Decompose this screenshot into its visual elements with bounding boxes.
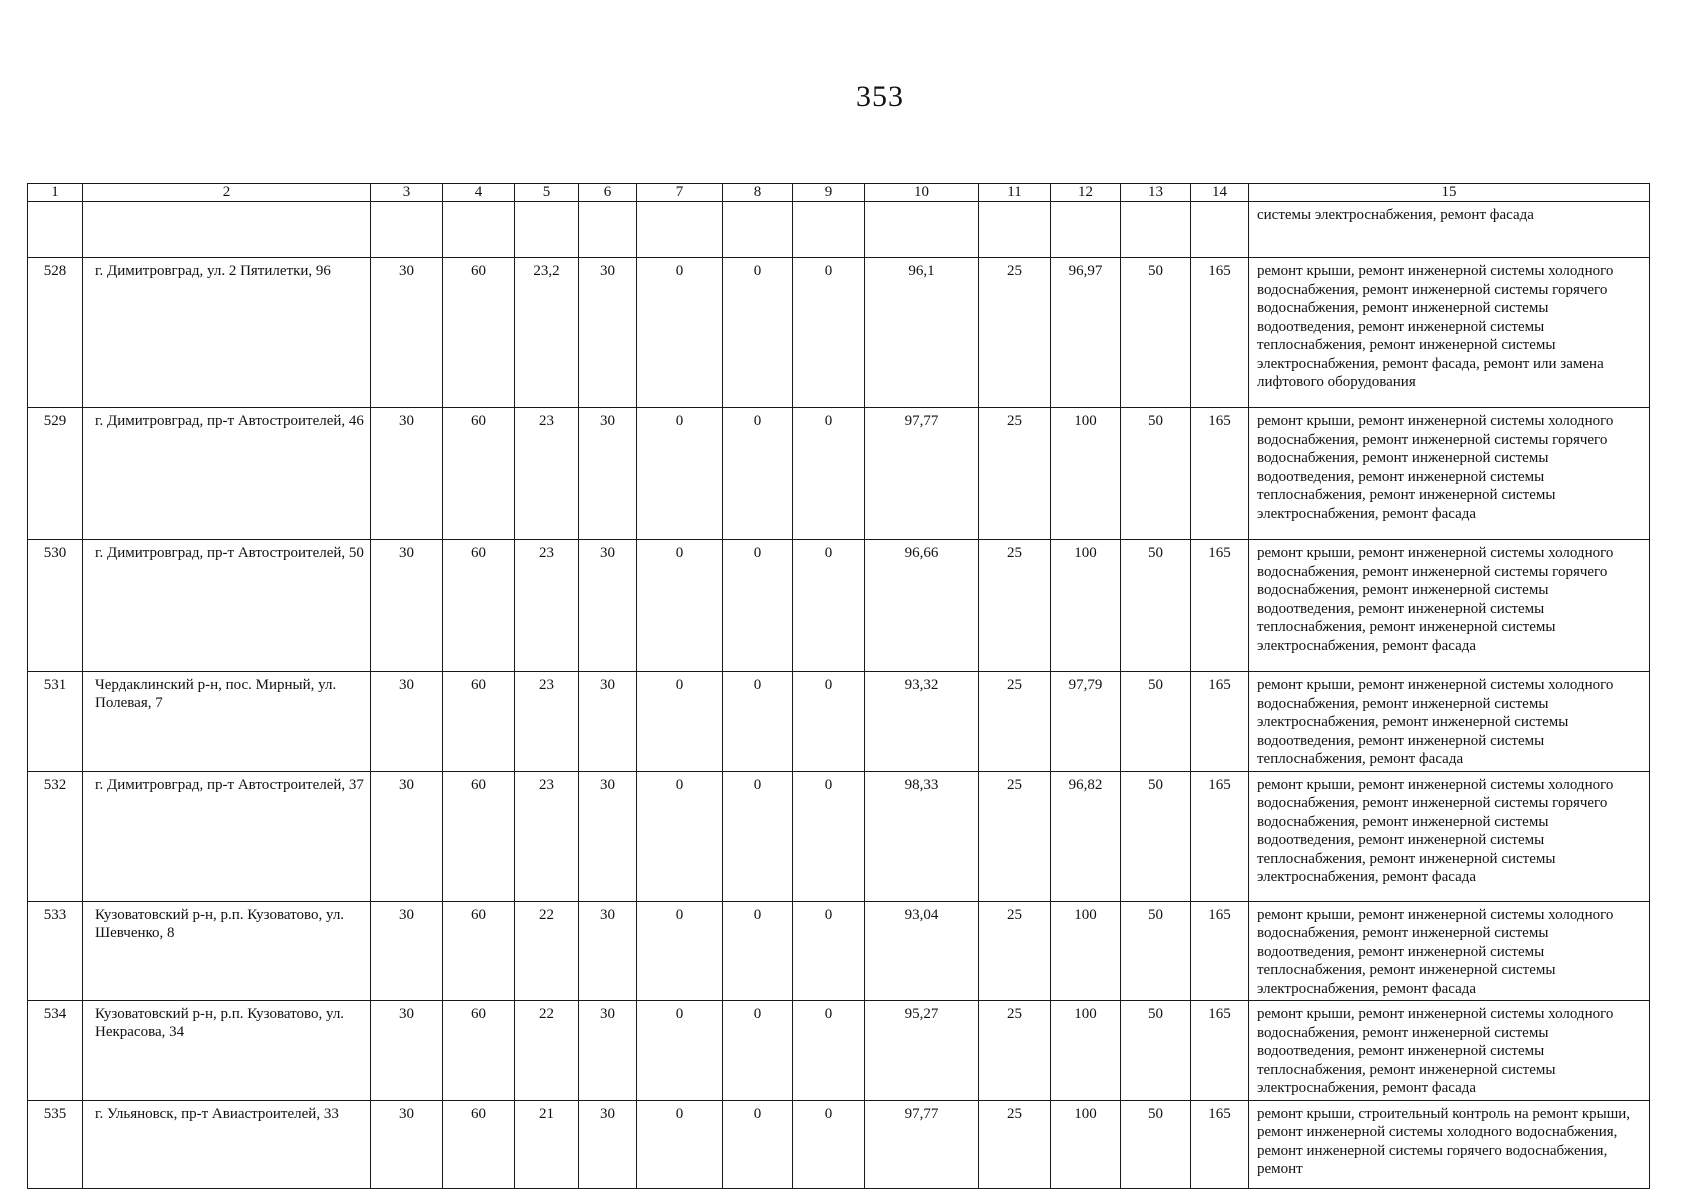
col10-cell: 97,77 bbox=[865, 408, 979, 540]
column-header-2: 2 bbox=[83, 184, 371, 202]
col13-cell: 50 bbox=[1121, 771, 1191, 901]
address-cell: Кузоватовский р-н, р.п. Кузоватово, ул. Некрасова, 34 bbox=[83, 1001, 371, 1101]
column-header-7: 7 bbox=[637, 184, 723, 202]
table-body bbox=[28, 202, 1650, 1189]
col4-cell: 60 bbox=[443, 901, 515, 1001]
col11-cell: 25 bbox=[979, 771, 1051, 901]
col14-cell: 165 bbox=[1191, 901, 1249, 1001]
col6-cell: 30 bbox=[579, 901, 637, 1001]
col8-cell: 0 bbox=[723, 771, 793, 901]
works-cell: ремонт крыши, ремонт инженерной системы холодного водоснабжения, ремонт инженерной системы горячего водоснабжения, ремонт инженерной системы водоотведения, ремонт инженерной системы теплоснабжения, ремонт инженерной системы электроснабжения, ремонт фасада bbox=[1249, 408, 1650, 540]
table-row bbox=[28, 258, 1650, 408]
col7-cell: 0 bbox=[637, 408, 723, 540]
col13-cell: 50 bbox=[1121, 408, 1191, 540]
col8-cell: 0 bbox=[723, 540, 793, 672]
row-number-cell: 535 bbox=[28, 1100, 83, 1188]
col14-cell: 165 bbox=[1191, 1100, 1249, 1188]
col13-cell: 50 bbox=[1121, 1100, 1191, 1188]
column-header-11: 11 bbox=[979, 184, 1051, 202]
col10-cell: 98,33 bbox=[865, 771, 979, 901]
address-cell: г. Димитровград, пр-т Автостроителей, 37 bbox=[83, 771, 371, 901]
column-header-12: 12 bbox=[1051, 184, 1121, 202]
continuation-cell-2 bbox=[83, 202, 371, 258]
col12-cell: 96,97 bbox=[1051, 258, 1121, 408]
col3-cell: 30 bbox=[371, 901, 443, 1001]
col4-cell: 60 bbox=[443, 672, 515, 772]
col13-cell: 50 bbox=[1121, 540, 1191, 672]
column-header-4: 4 bbox=[443, 184, 515, 202]
table-row bbox=[28, 1001, 1650, 1101]
column-number-header-row bbox=[28, 184, 1650, 202]
column-header-15: 15 bbox=[1249, 184, 1650, 202]
works-cell: ремонт крыши, строительный контроль на ремонт крыши, ремонт инженерной системы холодного водоснабжения, ремонт инженерной системы горячего водоснабжения, ремонт bbox=[1249, 1100, 1650, 1188]
repair-schedule-table bbox=[27, 183, 1650, 1189]
col14-cell: 165 bbox=[1191, 672, 1249, 772]
col11-cell: 25 bbox=[979, 540, 1051, 672]
address-cell: г. Димитровград, пр-т Автостроителей, 46 bbox=[83, 408, 371, 540]
col4-cell: 60 bbox=[443, 1001, 515, 1101]
continuation-cell-6 bbox=[579, 202, 637, 258]
col11-cell: 25 bbox=[979, 901, 1051, 1001]
address-cell: г. Ульяновск, пр-т Авиастроителей, 33 bbox=[83, 1100, 371, 1188]
col4-cell: 60 bbox=[443, 540, 515, 672]
address-cell: г. Димитровград, ул. 2 Пятилетки, 96 bbox=[83, 258, 371, 408]
column-header-5: 5 bbox=[515, 184, 579, 202]
col12-cell: 97,79 bbox=[1051, 672, 1121, 772]
column-header-6: 6 bbox=[579, 184, 637, 202]
works-cell: ремонт крыши, ремонт инженерной системы холодного водоснабжения, ремонт инженерной системы горячего водоснабжения, ремонт инженерной системы водоотведения, ремонт инженерной системы теплоснабжения, ремонт инженерной системы электроснабжения, ремонт фасада, ремонт или замена лифтового оборудования bbox=[1249, 258, 1650, 408]
col7-cell: 0 bbox=[637, 540, 723, 672]
col9-cell: 0 bbox=[793, 258, 865, 408]
col9-cell: 0 bbox=[793, 771, 865, 901]
col10-cell: 95,27 bbox=[865, 1001, 979, 1101]
works-cell: ремонт крыши, ремонт инженерной системы холодного водоснабжения, ремонт инженерной системы электроснабжения, ремонт инженерной системы водоотведения, ремонт инженерной системы теплоснабжения, ремонт фасада bbox=[1249, 672, 1650, 772]
col12-cell: 100 bbox=[1051, 1001, 1121, 1101]
column-header-3: 3 bbox=[371, 184, 443, 202]
col6-cell: 30 bbox=[579, 1100, 637, 1188]
col3-cell: 30 bbox=[371, 258, 443, 408]
col12-cell: 100 bbox=[1051, 540, 1121, 672]
column-header-8: 8 bbox=[723, 184, 793, 202]
col3-cell: 30 bbox=[371, 408, 443, 540]
col10-cell: 93,04 bbox=[865, 901, 979, 1001]
col9-cell: 0 bbox=[793, 540, 865, 672]
col7-cell: 0 bbox=[637, 771, 723, 901]
col10-cell: 93,32 bbox=[865, 672, 979, 772]
col5-cell: 23 bbox=[515, 672, 579, 772]
col4-cell: 60 bbox=[443, 1100, 515, 1188]
col11-cell: 25 bbox=[979, 408, 1051, 540]
continuation-cell-14 bbox=[1191, 202, 1249, 258]
row-number-cell: 531 bbox=[28, 672, 83, 772]
col8-cell: 0 bbox=[723, 1001, 793, 1101]
col6-cell: 30 bbox=[579, 672, 637, 772]
col12-cell: 100 bbox=[1051, 408, 1121, 540]
column-header-10: 10 bbox=[865, 184, 979, 202]
col13-cell: 50 bbox=[1121, 258, 1191, 408]
col6-cell: 30 bbox=[579, 408, 637, 540]
table-row bbox=[28, 672, 1650, 772]
table-row bbox=[28, 408, 1650, 540]
col12-cell: 100 bbox=[1051, 1100, 1121, 1188]
col5-cell: 22 bbox=[515, 1001, 579, 1101]
continuation-cell-8 bbox=[723, 202, 793, 258]
continuation-cell-5 bbox=[515, 202, 579, 258]
col3-cell: 30 bbox=[371, 1001, 443, 1101]
col3-cell: 30 bbox=[371, 1100, 443, 1188]
row-number-cell: 528 bbox=[28, 258, 83, 408]
col5-cell: 22 bbox=[515, 901, 579, 1001]
col6-cell: 30 bbox=[579, 1001, 637, 1101]
continuation-cell-4 bbox=[443, 202, 515, 258]
row-number-cell: 532 bbox=[28, 771, 83, 901]
col4-cell: 60 bbox=[443, 771, 515, 901]
works-cell: ремонт крыши, ремонт инженерной системы холодного водоснабжения, ремонт инженерной системы водоотведения, ремонт инженерной системы теплоснабжения, ремонт инженерной системы электроснабжения, ремонт фасада bbox=[1249, 901, 1650, 1001]
works-cell: ремонт крыши, ремонт инженерной системы холодного водоснабжения, ремонт инженерной системы горячего водоснабжения, ремонт инженерной системы водоотведения, ремонт инженерной системы теплоснабжения, ремонт инженерной системы электроснабжения, ремонт фасада bbox=[1249, 540, 1650, 672]
continuation-cell-7 bbox=[637, 202, 723, 258]
page-number: 353 bbox=[856, 80, 904, 113]
col7-cell: 0 bbox=[637, 672, 723, 772]
continuation-cell-3 bbox=[371, 202, 443, 258]
col7-cell: 0 bbox=[637, 901, 723, 1001]
col11-cell: 25 bbox=[979, 672, 1051, 772]
col14-cell: 165 bbox=[1191, 540, 1249, 672]
continuation-cell-11 bbox=[979, 202, 1051, 258]
row-number-cell: 530 bbox=[28, 540, 83, 672]
col11-cell: 25 bbox=[979, 258, 1051, 408]
col13-cell: 50 bbox=[1121, 901, 1191, 1001]
col3-cell: 30 bbox=[371, 672, 443, 772]
col13-cell: 50 bbox=[1121, 1001, 1191, 1101]
col14-cell: 165 bbox=[1191, 771, 1249, 901]
continuation-cell-9 bbox=[793, 202, 865, 258]
col10-cell: 96,66 bbox=[865, 540, 979, 672]
col7-cell: 0 bbox=[637, 1100, 723, 1188]
col5-cell: 21 bbox=[515, 1100, 579, 1188]
col9-cell: 0 bbox=[793, 672, 865, 772]
col10-cell: 97,77 bbox=[865, 1100, 979, 1188]
col14-cell: 165 bbox=[1191, 408, 1249, 540]
col4-cell: 60 bbox=[443, 258, 515, 408]
column-header-1: 1 bbox=[28, 184, 83, 202]
works-cell: ремонт крыши, ремонт инженерной системы холодного водоснабжения, ремонт инженерной системы водоотведения, ремонт инженерной системы теплоснабжения, ремонт инженерной системы электроснабжения, ремонт фасада bbox=[1249, 1001, 1650, 1101]
continuation-row bbox=[28, 202, 1650, 258]
col11-cell: 25 bbox=[979, 1100, 1051, 1188]
col9-cell: 0 bbox=[793, 1001, 865, 1101]
continuation-cell-10 bbox=[865, 202, 979, 258]
col8-cell: 0 bbox=[723, 1100, 793, 1188]
column-header-13: 13 bbox=[1121, 184, 1191, 202]
col8-cell: 0 bbox=[723, 672, 793, 772]
table-row bbox=[28, 901, 1650, 1001]
col8-cell: 0 bbox=[723, 901, 793, 1001]
col6-cell: 30 bbox=[579, 258, 637, 408]
col8-cell: 0 bbox=[723, 258, 793, 408]
address-cell: Кузоватовский р-н, р.п. Кузоватово, ул. Шевченко, 8 bbox=[83, 901, 371, 1001]
col14-cell: 165 bbox=[1191, 258, 1249, 408]
col9-cell: 0 bbox=[793, 901, 865, 1001]
col3-cell: 30 bbox=[371, 771, 443, 901]
col9-cell: 0 bbox=[793, 1100, 865, 1188]
address-cell: г. Димитровград, пр-т Автостроителей, 50 bbox=[83, 540, 371, 672]
continuation-cell-13 bbox=[1121, 202, 1191, 258]
col9-cell: 0 bbox=[793, 408, 865, 540]
col3-cell: 30 bbox=[371, 540, 443, 672]
continuation-cell-12 bbox=[1051, 202, 1121, 258]
col7-cell: 0 bbox=[637, 258, 723, 408]
col6-cell: 30 bbox=[579, 771, 637, 901]
col7-cell: 0 bbox=[637, 1001, 723, 1101]
row-number-cell: 529 bbox=[28, 408, 83, 540]
table-row bbox=[28, 540, 1650, 672]
column-header-9: 9 bbox=[793, 184, 865, 202]
column-header-14: 14 bbox=[1191, 184, 1249, 202]
col12-cell: 100 bbox=[1051, 901, 1121, 1001]
continuation-works-cell: системы электроснабжения, ремонт фасада bbox=[1249, 202, 1650, 258]
col8-cell: 0 bbox=[723, 408, 793, 540]
col5-cell: 23 bbox=[515, 540, 579, 672]
col4-cell: 60 bbox=[443, 408, 515, 540]
col12-cell: 96,82 bbox=[1051, 771, 1121, 901]
continuation-cell-1 bbox=[28, 202, 83, 258]
row-number-cell: 533 bbox=[28, 901, 83, 1001]
col5-cell: 23 bbox=[515, 771, 579, 901]
table-row bbox=[28, 1100, 1650, 1188]
col13-cell: 50 bbox=[1121, 672, 1191, 772]
col11-cell: 25 bbox=[979, 1001, 1051, 1101]
document-table-wrapper bbox=[27, 183, 1650, 1189]
works-cell: ремонт крыши, ремонт инженерной системы холодного водоснабжения, ремонт инженерной системы горячего водоснабжения, ремонт инженерной системы водоотведения, ремонт инженерной системы теплоснабжения, ремонт инженерной системы электроснабжения, ремонт фасада bbox=[1249, 771, 1650, 901]
col5-cell: 23,2 bbox=[515, 258, 579, 408]
col5-cell: 23 bbox=[515, 408, 579, 540]
col14-cell: 165 bbox=[1191, 1001, 1249, 1101]
address-cell: Чердаклинский р-н, пос. Мирный, ул. Полевая, 7 bbox=[83, 672, 371, 772]
table-row bbox=[28, 771, 1650, 901]
col10-cell: 96,1 bbox=[865, 258, 979, 408]
row-number-cell: 534 bbox=[28, 1001, 83, 1101]
col6-cell: 30 bbox=[579, 540, 637, 672]
